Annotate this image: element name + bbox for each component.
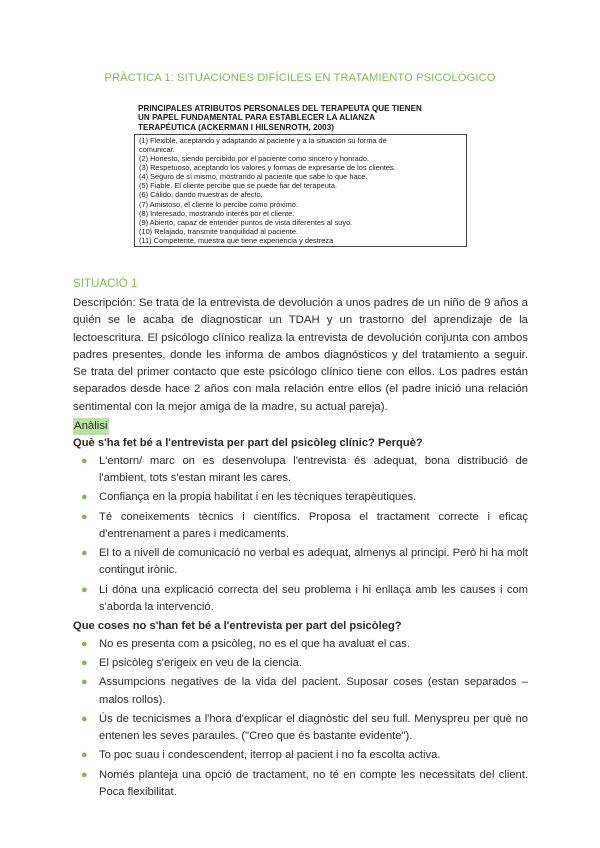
table-row: (3) Respetuoso, aceptando los valores y formas de expresarse de los clientes. (139, 163, 396, 173)
table-header-line: TERAPÉUTICA (ACKERMAN I HILSENROTH, 2003) (138, 122, 335, 132)
table-row: (4) Seguro de sí mismo, mostrando al paciente que sabe lo que hace. (139, 172, 368, 182)
bullet-icon: ● (81, 454, 88, 467)
table-row: (11) Competente, muestra que tiene experiencia y destreza (139, 235, 334, 245)
table-header (134, 103, 467, 135)
table-body (134, 135, 467, 247)
bullet-icon: ● (81, 547, 88, 560)
bullet-icon: ● (81, 749, 88, 762)
table-row: (8) Interesado, mostrando interés por el cliente. (139, 208, 295, 218)
weaknesses-list (73, 636, 528, 802)
bullet-icon: ● (81, 637, 88, 650)
table-row: (7) Amistoso, el cliente lo percibe como próximo. (139, 199, 298, 209)
bullet-icon: ● (81, 583, 88, 596)
bullet-icon: ● (81, 510, 88, 523)
list-item: ● Assumpcions negatives de la vida del pacient. Suposar coses (estan separados – malos rollos). (81, 676, 528, 706)
table-row: (9) Abierto, capaz de entender puntos de vista diferentes al suyo. (139, 217, 353, 227)
description-paragraph: Descripción: Se trata de la entrevista de devolución a unos padres de un niño de 9 años a quién se le acaba de diagnosticar un TDAH y un trastorno del aprendizaje de la lectoescritura. El psicólogo clínico realiza la entrevista de devolución conjunta con ambos padres presentes, donde les informa de ambos diagnósticos y del tratamiento a seguir. Se trata del primer contacto que este psicólogo clínico tiene con ellos. Los padres están separados desde hace 2 años con mala relación entre ellos (el padre inició una relación sentimental con la mejor amiga de la madre, su actual pareja). (73, 297, 528, 413)
list-item: ● El psicòleg s'erigeix en veu de la ciencia. (99, 655, 528, 672)
list-item: ● El to a nivell de comunicació no verbal es adequat, almenys al principi. Però hi ha molt contingut irònic. (81, 547, 528, 577)
section-title: SITUACIÓ 1 (73, 277, 138, 290)
table-header-line: PRINCIPALES ATRIBUTOS PERSONALES DEL TERAPEUTA QUE TIENEN (138, 104, 422, 113)
list-item: ● L'entorn/ marc on es desenvolupa l'entrevista és adequat, bona distribució de l'ambient, tots s'estan mirant les cares. (81, 454, 528, 484)
table-row: (5) Fiable. El cliente percibe que se puede fiar del terapeuta. (139, 181, 338, 191)
list-item: ● Li dóna una explicació correcta del seu problema i hi enllaça amb les causes i com s'aborda la intervenció. (81, 583, 528, 614)
situation-section (73, 276, 528, 803)
strengths-list (73, 453, 528, 617)
table-row: (6) Cálido, dando muestras de afecto. (139, 190, 263, 200)
bullet-icon: ● (81, 712, 88, 725)
table-row: (2) Honesto, siendo percibido por el paciente como sincero y honrado. (139, 154, 370, 164)
table-row: (10) Relajado, transmite tranquilidad al paciente. (139, 226, 298, 236)
question-heading: Que coses no s'han fet bé a l'entrevista per part del psicòleg? (73, 620, 402, 633)
list-item: ● No es presenta com a psicòleg, no es el que ha avaluat el cas. (99, 636, 528, 653)
bullet-icon: ● (81, 676, 88, 689)
bullet-icon: ● (81, 491, 88, 504)
attributes-table (134, 103, 467, 251)
bullet-icon: ● (81, 656, 88, 669)
question-heading: Què s'ha fet bé a l'entrevista per part del psicòleg clínic? Perquè? (73, 437, 423, 450)
analysis-label: Anàlisi (73, 418, 109, 435)
table-header-line: UN PAPEL FUNDAMENTAL PARA ESTABLECER LA ALIANZA (138, 113, 376, 123)
table-row: (1) Flexible, aceptando y adaptando al paciente y a la situación su forma de (139, 135, 387, 145)
bullet-icon: ● (81, 768, 88, 781)
table-row: comunicar. (139, 144, 175, 154)
list-item: ● Confiança en la propia habilitat i en les tècniques terapèutiques. (99, 489, 528, 506)
list-item: ● Té coneixements tècnics i científics. Proposa el tractament correcte i eficaç d'entrenament a pares i medicaments. (81, 510, 528, 540)
list-item: ● To poc suau i condescendent, iterrop al pacient i no fa escolta activa. (99, 747, 528, 764)
page-title: PRÀCTICA 1: SITUACIONES DIFÍCILES EN TRATAMIENTO PSICOLÓGICO (104, 72, 496, 84)
list-item: ● Ús de tecnicismes a l'hora d'explicar el diagnòstic del seu full. Menyspreu per què no entenen les seves paraules. ("Creo que és bastante evidente"). (81, 712, 528, 743)
list-item: ● Només planteja una opció de tractament, no té en compte les necessitats del client. Poca flexibilitat. (81, 768, 528, 799)
